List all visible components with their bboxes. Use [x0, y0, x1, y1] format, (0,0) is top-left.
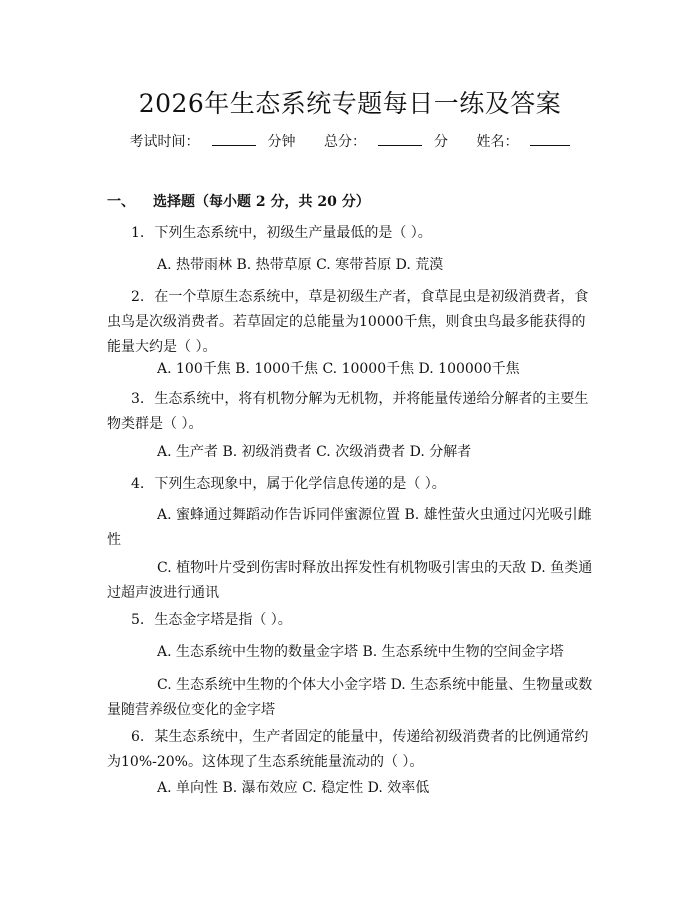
score-unit: 分: [434, 134, 448, 150]
question-stem: [107, 221, 597, 246]
question-text: 生态系统中，将有机物分解为无机物，并将能量传递给分解者的主要生物类群是（ ）。: [107, 391, 589, 432]
option-line: C. 植物叶片受到伤害时释放出挥发性有机物吸引害虫的天敌 D. 鱼类通过超声波进行通讯: [107, 560, 593, 601]
score-blank: [378, 133, 422, 146]
question-2-options: [107, 357, 597, 382]
section-title: 选择题（每小题 2 分，共 20 分）: [153, 194, 370, 210]
question-number: 5.: [131, 612, 145, 628]
name-label: 姓名：: [476, 134, 519, 150]
option-line: A. 热带雨林 B. 热带草原 C. 寒带苔原 D. 荒漠: [157, 257, 444, 273]
option-line: C. 生态系统中生物的个体大小金字塔 D. 生态系统中能量、生物量或数量随营养级位变化的金字塔: [107, 677, 593, 718]
question-5-options-a: [107, 640, 597, 665]
question-stem: [107, 725, 597, 775]
option-line: A. 单向性 B. 瀑布效应 C. 稳定性 D. 效率低: [157, 780, 430, 796]
question-4-options-c: [107, 556, 597, 606]
question-4: [107, 472, 597, 497]
question-stem: [107, 387, 597, 437]
question-2: [107, 285, 597, 360]
question-text: 生态金字塔是指（ ）。: [154, 612, 292, 628]
question-text: 下列生态系统中，初级生产量最低的是（ ）。: [154, 225, 432, 241]
question-stem: [107, 608, 597, 633]
question-stem: [107, 285, 597, 360]
time-field: [124, 134, 302, 150]
question-number: 2.: [131, 289, 145, 305]
question-6: [107, 725, 597, 775]
question-3: [107, 387, 597, 437]
question-6-options: [107, 776, 597, 801]
option-line: A. 蜜蜂通过舞蹈动作告诉同伴蜜源位置 B. 雄性萤火虫通过闪光吸引雌性: [107, 507, 592, 548]
score-field: [318, 134, 454, 150]
question-5: [107, 608, 597, 633]
question-3-options: [107, 440, 597, 465]
name-blank: [530, 133, 570, 146]
question-number: 3.: [131, 391, 145, 407]
time-blank: [212, 133, 256, 146]
time-unit: 分钟: [267, 134, 296, 150]
question-5-options-c: [107, 673, 597, 723]
time-label: 考试时间：: [129, 134, 200, 150]
question-text: 在一个草原生态系统中，草是初级生产者，食草昆虫是初级消费者，食虫鸟是次级消费者。若草固定的总能量为10000千焦，则食虫鸟最多能获得的能量大约是（ ）。: [107, 289, 589, 355]
name-field: [470, 134, 576, 150]
question-text: 某生态系统中，生产者固定的能量中，传递给初级消费者的比例通常约为10%-20%。这体现了生态系统能量流动的（ ）。: [107, 729, 589, 770]
section-heading: [107, 191, 370, 211]
question-4-options-a: [107, 503, 597, 553]
question-1-options: [107, 253, 597, 278]
score-label: 总分：: [324, 134, 366, 150]
page-title: 2026年生态系统专题每日一练及答案: [138, 89, 562, 118]
section-number: 一、: [107, 194, 135, 210]
question-text: 下列生态现象中，属于化学信息传递的是（ ）。: [154, 476, 446, 492]
question-number: 1.: [131, 225, 145, 241]
option-line: A. 生产者 B. 初级消费者 C. 次级消费者 D. 分解者: [157, 444, 472, 460]
exam-meta: [0, 131, 700, 151]
question-stem: [107, 472, 597, 497]
question-1: [107, 221, 597, 246]
option-line: A. 生态系统中生物的数量金字塔 B. 生态系统中生物的空间金字塔: [157, 644, 564, 660]
option-line: A. 100千焦 B. 1000千焦 C. 10000千焦 D. 100000千焦: [157, 361, 520, 377]
question-number: 6.: [131, 729, 145, 745]
question-number: 4.: [131, 476, 145, 492]
